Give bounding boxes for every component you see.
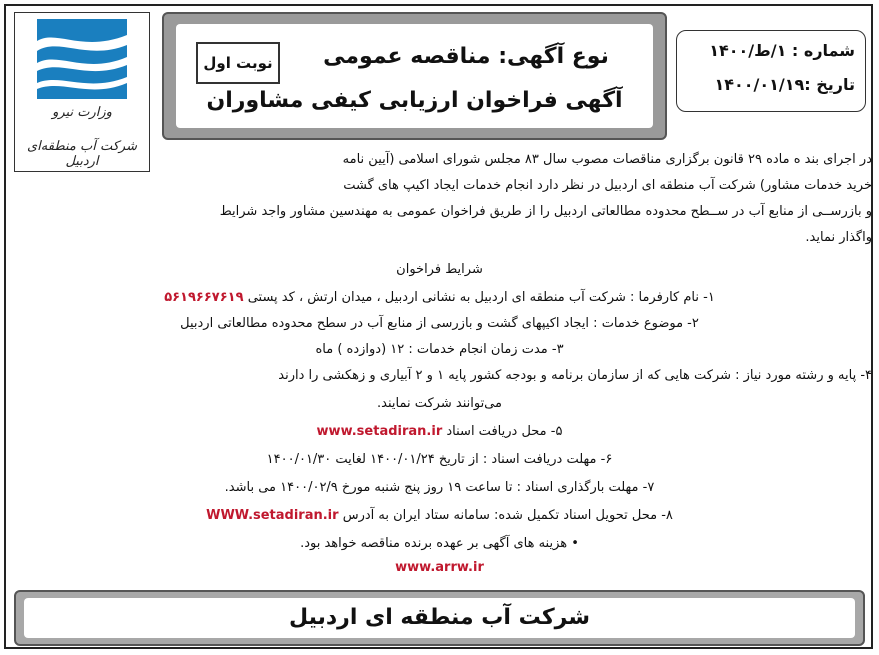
- page-title: آگهی فراخوان ارزیابی کیفی مشاوران: [206, 88, 623, 113]
- setadiran-link[interactable]: www.setadiran.ir: [316, 424, 443, 439]
- item-3: ۳- مدت زمان انجام خدمات : ۱۲ (دوازده ) ماه: [315, 342, 564, 357]
- tender-type: نوع آگهی: مناقصه عمومی: [323, 44, 609, 69]
- postal-code: ۵۶۱۹۶۶۷۶۱۹: [164, 290, 244, 305]
- intro-line-2: خرید خدمات مشاور) شرکت آب منطقه ای اردبیل در نظر دارد انجام خدمات ایجاد اکیپ های گشت: [343, 178, 872, 193]
- item-1: [0, 290, 879, 305]
- item-4-line-2: می‌توانند شرکت نمایند.: [377, 396, 502, 411]
- notice-date: تاریخ :۱۴۰۰/۰۱/۱۹: [714, 75, 855, 94]
- footer-box: [14, 590, 865, 646]
- item-6: ۶- مهلت دریافت اسناد : از تاریخ ۱۴۰۰/۰۱/۲۴ لغایت ۱۴۰۰/۰۱/۳۰: [266, 452, 613, 467]
- setadiran-link-2[interactable]: WWW.setadiran.ir: [206, 508, 339, 523]
- item-1-text: ۱- نام کارفرما : شرکت آب منطقه ای اردبیل به نشانی اردبیل ، میدان ارتش ، کد پستی: [247, 290, 715, 305]
- item-2: ۲- موضوع خدمات : ایجاد اکیپهای گشت و بازرسی از منابع آب در سطح محدوده مطالعاتی اردبیل: [180, 316, 699, 331]
- item-5-text: ۵- محل دریافت اسناد: [446, 424, 563, 439]
- arrw-link[interactable]: www.arrw.ir: [395, 560, 484, 575]
- intro-line-3: و بازرســی از منابع آب در ســطح محدوده مطالعاتی اردبیل را از طریق فراخوان عمومی به مهندسین مشاور واجد شرایط: [219, 204, 872, 219]
- item-7: ۷- مهلت بارگذاری اسناد : تا ساعت ۱۹ روز پنج شنبه مورخ ۱۴۰۰/۰۲/۹ می باشد.: [224, 480, 655, 495]
- title-inner: [176, 24, 653, 128]
- ministry-label: وزارت نیرو: [52, 105, 112, 120]
- logo-box: [14, 12, 150, 172]
- nobat-badge: نوبت اول: [196, 42, 280, 84]
- cost-note: • هزینه های آگهی بر عهده برنده مناقصه خواهد بود.: [300, 536, 579, 551]
- water-logo-icon: [37, 19, 127, 99]
- title-box: [162, 12, 667, 140]
- intro-line-4: واگذار نماید.: [805, 230, 872, 245]
- notice-number: شماره : ۱/ط/۱۴۰۰: [709, 41, 855, 60]
- item-8-text: ۸- محل تحویل اسناد تکمیل شده: سامانه ستاد ایران به آدرس: [342, 508, 673, 523]
- conditions-title: شرایط فراخوان: [396, 262, 483, 277]
- intro-line-1: در اجرای بند ه ماده ۲۹ قانون برگزاری مناقصات مصوب سال ۸۳ مجلس شورای اسلامی (آیین نامه: [342, 152, 872, 167]
- company-label: شرکت آب منطقه‌ای اردبیل: [26, 139, 138, 169]
- number-date-box: [676, 30, 866, 112]
- footer-company: شرکت آب منطقه ای اردبیل: [24, 598, 855, 638]
- item-5: [0, 424, 879, 439]
- item-4-line-1: ۴- پایه و رشته مورد نیاز : شرکت هایی که از سازمان برنامه و بودجه کشور پایه ۱ و ۲ آبیاری و زهکشی را دارند: [278, 368, 872, 383]
- item-8: [0, 508, 879, 523]
